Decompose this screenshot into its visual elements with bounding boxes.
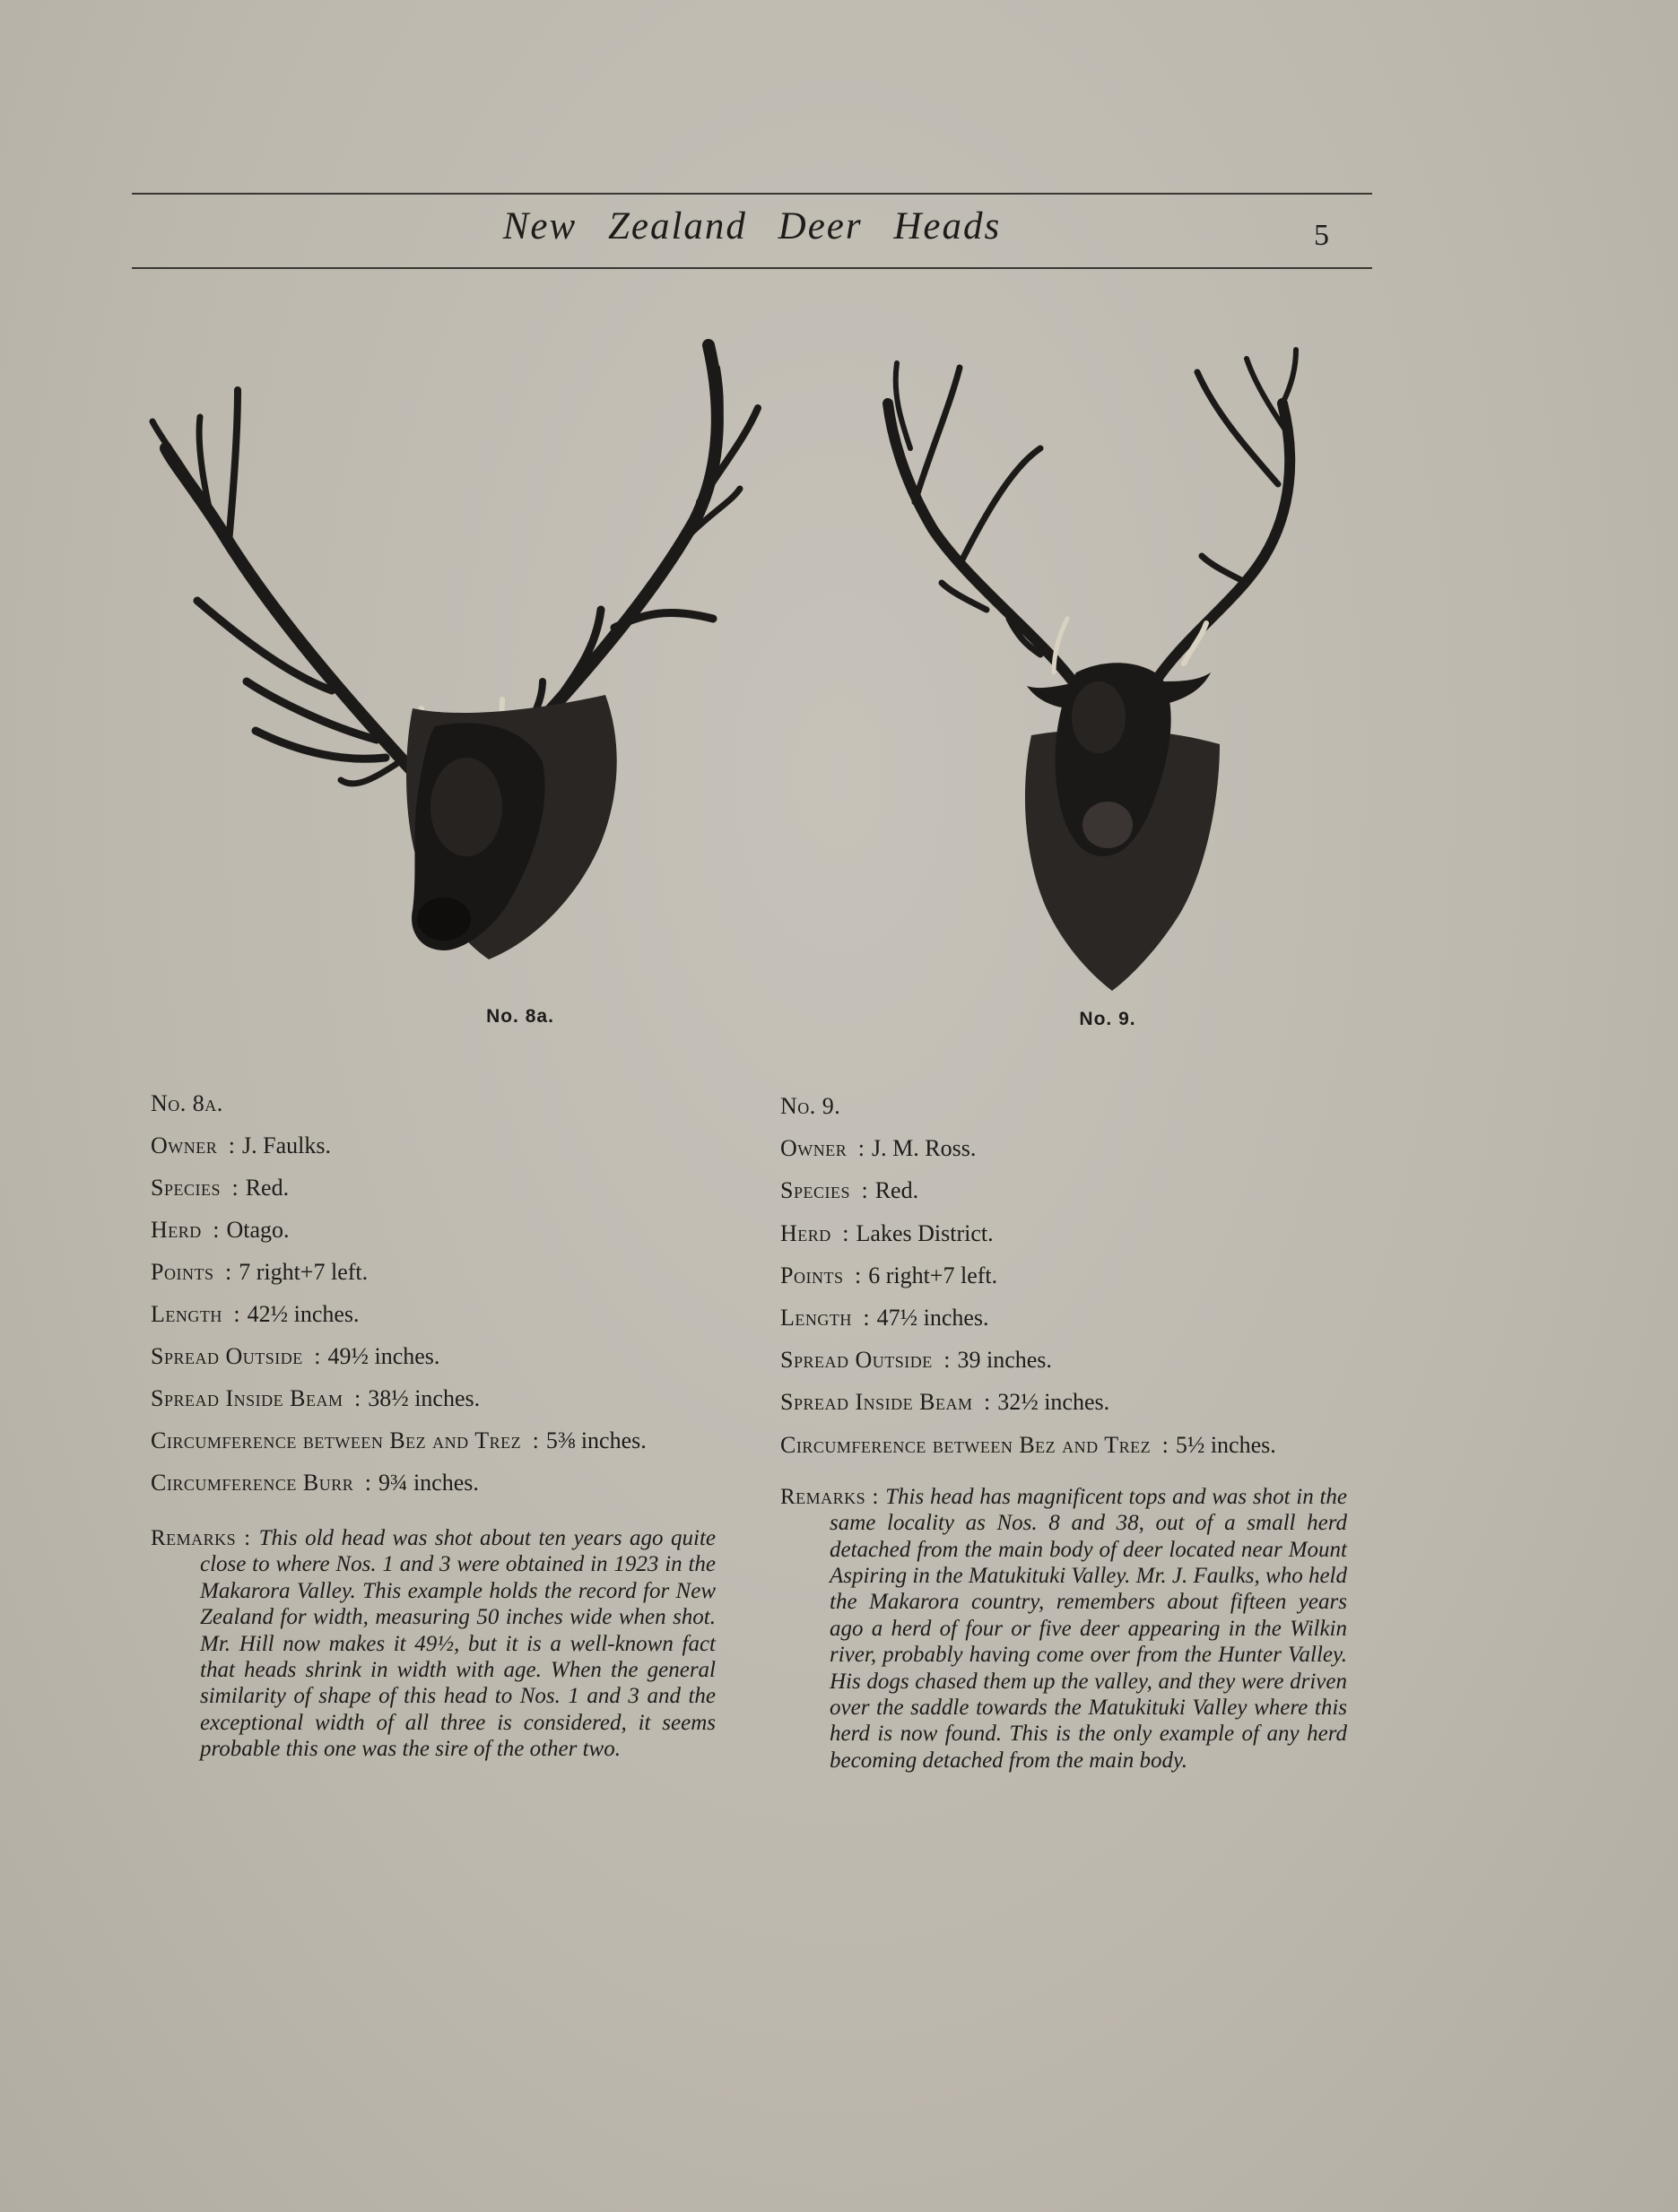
field-length: Length : 42½ inches. — [151, 1301, 360, 1327]
field-value: 47½ inches. — [876, 1305, 989, 1332]
field-owner: Owner : J. M. Ross. — [780, 1135, 977, 1162]
field-value: 38½ inches. — [368, 1385, 481, 1411]
field-value: Red. — [874, 1177, 919, 1204]
field-value: 9¾ inches. — [378, 1470, 479, 1496]
deer-head-photo-9 — [861, 332, 1363, 1004]
field-circumference-burr: Circumference Burr : 9¾ inches. — [151, 1470, 479, 1496]
field-points: Points : 7 right+7 left. — [151, 1259, 369, 1285]
field-value: 39 inches. — [957, 1347, 1052, 1374]
field-value: Lakes District. — [856, 1219, 994, 1246]
field-value: 42½ inches. — [247, 1301, 360, 1327]
field-spread-inside-beam: Spread Inside Beam : 32½ inches. — [780, 1389, 1110, 1416]
field-herd: Herd : Otago. — [151, 1217, 290, 1243]
running-title: New Zealand Deer Heads — [502, 205, 1002, 247]
field-value: J. M. Ross. — [872, 1135, 977, 1162]
remarks: Remarks : This old head was shot about ten years ago quite close to where Nos. 1 and 3 were obtained in 1923 in the Makarora Valley. This example holds the record for New Zealand for width, measuring 50 inches wide when shot. Mr. Hill now makes it 49½, but it is a well-known fact that heads shrink in width with age. When the general similarity of shape of this head to Nos. 1 and 3 and the exceptional width of all three is considered, it seems probable this one was the sire of the other two. — [151, 1526, 716, 1762]
entry-8a — [151, 1082, 716, 1763]
field-spread-outside: Spread Outside : 39 inches. — [780, 1347, 1052, 1374]
remarks-text: This old head was shot about ten years ago quite close to where Nos. 1 and 3 were obtained in 1923 in the Makarora Valley. This example holds the record for New Zealand for width, measuring 50 inches wide when shot. Mr. Hill now makes it 49½, but it is a well-known fact that heads shrink in width with age. When the general similarity of shape of this head to Nos. 1 and 3 and the exceptional width of all three is considered, it seems probable this one was the sire of the other two. — [200, 1526, 716, 1762]
field-value: J. Faulks. — [242, 1132, 331, 1158]
figure-caption-8a: No. 8a. — [486, 1006, 554, 1027]
remarks-text: This head has magnificent tops and was shot in the same locality as Nos. 8 and 38, out of a small herd detached from the main body of deer located near Mount Aspiring in the Matukituki Valley. Mr. J. Faulks, who held the Makarora country, remembers about fifteen years ago a herd of four or five deer appearing in the Wilkin river, probably having come over from the Hunter Valley. His dogs chased them up the valley, and they were driven over the saddle towards the Matukituki Valley where this herd is now found. This is the only example of any herd becoming detached from the main body. — [830, 1484, 1348, 1773]
field-value: 5½ inches. — [1175, 1431, 1276, 1458]
field-value: 6 right+7 left. — [868, 1262, 998, 1288]
field-spread-inside-beam: Spread Inside Beam : 38½ inches. — [151, 1385, 481, 1411]
entry-number: No. 8a. — [151, 1090, 223, 1116]
field-herd: Herd : Lakes District. — [780, 1219, 994, 1246]
field-value: 49½ inches. — [327, 1343, 440, 1369]
figure-caption-9: No. 9. — [1079, 1009, 1136, 1029]
field-spread-outside: Spread Outside : 49½ inches. — [151, 1343, 440, 1369]
field-species: Species : Red. — [780, 1177, 919, 1204]
field-value: Red. — [245, 1175, 290, 1201]
header-rule-top — [132, 193, 1372, 195]
header-rule-bottom — [132, 267, 1372, 269]
remarks: Remarks : This head has magnificent tops and was shot in the same locality as Nos. 8 and 38, out of a small herd detached from the main body of deer located near Mount Aspiring in the Matukituki Valley. Mr. J. Faulks, who held the Makarora country, remembers about fifteen years ago a herd of four or five deer appearing in the Wilkin river, probably having come over from the Hunter Valley. His dogs chased them up the valley, and they were driven over the saddle towards the Matukituki Valley where this herd is now found. This is the only example of any herd becoming detached from the main body. — [780, 1484, 1348, 1773]
field-circumference-bez-trez: Circumference between Bez and Trez : 5½ inches. — [780, 1431, 1276, 1458]
field-value: 5⅜ inches. — [545, 1427, 647, 1453]
page-number: 5 — [1314, 219, 1329, 252]
field-length: Length : 47½ inches. — [780, 1305, 989, 1332]
field-value: 7 right+7 left. — [239, 1259, 369, 1285]
field-value: Otago. — [226, 1217, 290, 1243]
deer-head-photo-8a — [148, 332, 830, 986]
entry-9 — [780, 1085, 1347, 1774]
field-circumference-bez-trez: Circumference between Bez and Trez : 5⅜ inches. — [151, 1427, 647, 1453]
field-value: 32½ inches. — [997, 1389, 1110, 1416]
entry-number: No. 9. — [780, 1093, 841, 1119]
field-points: Points : 6 right+7 left. — [780, 1262, 998, 1288]
field-owner: Owner : J. Faulks. — [151, 1132, 331, 1158]
field-species: Species : Red. — [151, 1175, 290, 1201]
